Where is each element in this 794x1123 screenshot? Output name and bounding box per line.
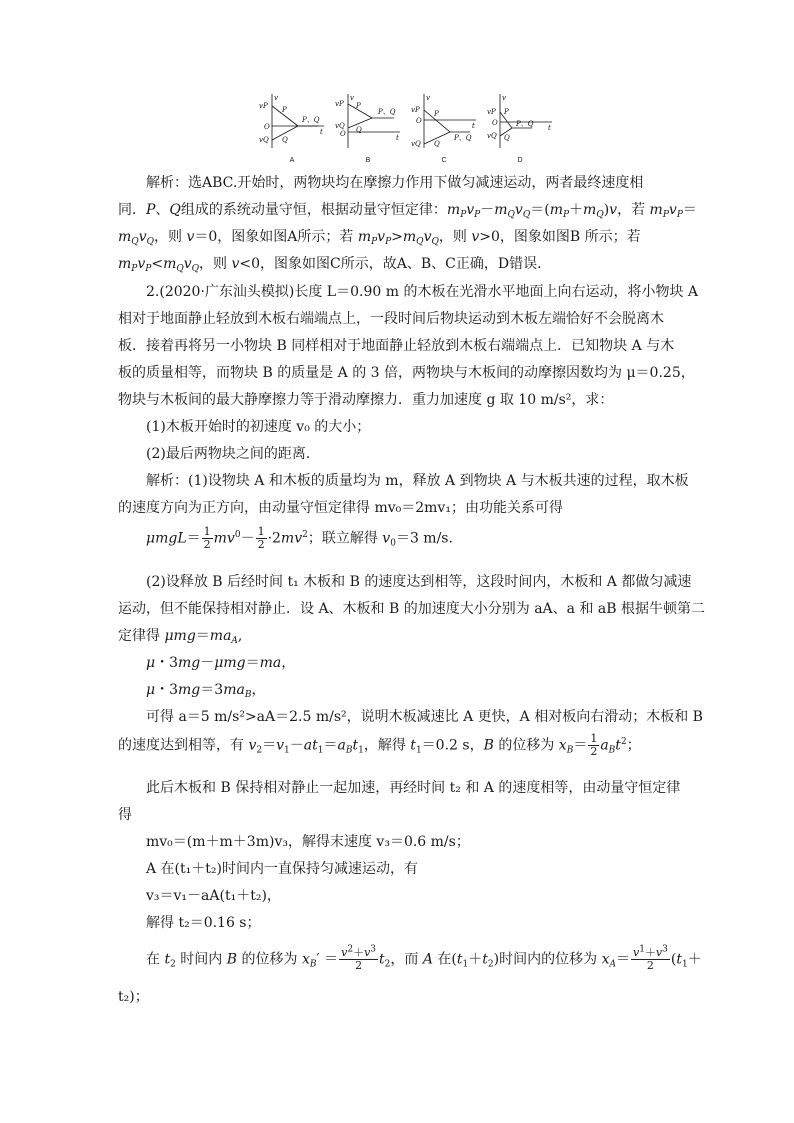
question-2: (2)最后两物块之间的距离． — [146, 446, 320, 462]
figure-d-graph — [486, 92, 554, 152]
solution-t2: 解得 t₂＝0.16 s； — [146, 915, 261, 931]
newton-eq-1: 定律得 $\mu mg=ma_A$, — [118, 628, 243, 646]
q-label: Q — [434, 140, 440, 148]
pq-label: P、Q — [302, 116, 320, 124]
vq-label: vQ — [335, 122, 345, 130]
vp-label: vP — [259, 102, 268, 110]
axis-v-label: v — [350, 94, 354, 102]
p-label: P — [434, 110, 439, 118]
figure-a — [258, 92, 326, 164]
axis-t-label: t — [396, 134, 399, 142]
figure-c-caption: C — [441, 157, 447, 164]
origin-label: O — [340, 130, 346, 138]
q-label: Q — [282, 136, 288, 144]
solution-2-line-11: 此后木板和 B 保持相对静止一起加速，再经时间 t₂ 和 A 的速度相等，由动量守恒定律 — [146, 780, 681, 796]
p-label: P — [356, 102, 361, 110]
solution-1-line-3: $m_Qv_Q$，则 v＝0，图象如图A所示；若 $m_Pv_P>m_Qv_Q$，则 v>0，图象如图B 所示；若 — [118, 229, 641, 247]
axis-v-label: v — [274, 94, 278, 102]
solution-2-line-2: 的速度方向为正方向，由动量守恒定律得 mv₀＝2mv₁；由功能关系可得 — [118, 500, 563, 516]
vq-label: vQ — [487, 132, 497, 140]
figure-a-caption: A — [289, 157, 295, 164]
solution-1-line-1: 解析：选ABC.开始时，两物块均在摩擦力作用下做匀减速运动，两者最终速度相 — [146, 175, 644, 191]
axis-v-label: v — [502, 94, 506, 102]
problem-2-line-2: 相对于地面静止轻放到木板右端端点上，一段时间后物块运动到木板左端恰好不会脱离木 — [118, 311, 664, 327]
solution-1-line-2: 同．P、Q组成的系统动量守恒，根据动量守恒定律：$m_Pv_P-m_Qv_Q=(m_P+m_Q)v$，若 $m_Pv_P=$ — [118, 202, 697, 220]
figure-a-graph — [258, 92, 326, 152]
origin-label: O — [492, 119, 498, 127]
solution-2-line-4: (2)设释放 B 后经时间 t₁ 木板和 B 的速度达到相等，这段时间内，木板和 A 都做匀减速 — [146, 574, 692, 590]
solution-2-line-10: 的速度达到相等，有 $v_2=v_1-at_1=a_Bt_1$，解得 $t_1=0.2$ s，B 的位移为 $x_B=$ $\frac{1}{2}$ $a_Bt^2$； — [118, 732, 641, 758]
figure-c-graph — [410, 92, 478, 152]
solution-2-line-9: 可得 a＝5 m/s²>aA＝2.5 m/s²，说明木板减速比 A 更快，A 相对板向右滑动；木板和 B — [146, 709, 703, 725]
problem-2-line-5: 物块与木板间的最大静摩擦力等于滑动摩擦力．重力加速度 g 取 10 m/s²，求： — [118, 392, 614, 408]
problem-2-line-1: 2.(2020·广东汕头模拟)长度 L＝0.90 m 的木板在光滑水平地面上向右运动，将小物块 A — [146, 284, 699, 300]
figure-c — [410, 92, 478, 164]
p-label: P — [282, 106, 287, 114]
p-label: P — [504, 108, 509, 116]
pq-label: P、Q — [454, 134, 472, 142]
pq-label: P、Q — [378, 108, 396, 116]
q-label: Q — [504, 134, 510, 142]
vq-label: vQ — [411, 140, 421, 148]
vp-label: vP — [487, 108, 496, 116]
velocity-eq: v₃＝v₁－aA(t₁＋t₂)， — [146, 888, 281, 904]
solution-2-line-1: 解析：(1)设物块 A 和木板的质量均为 m，释放 A 到物块 A 与木板共速的过程，取木板 — [146, 473, 689, 489]
figure-b — [334, 92, 402, 164]
axis-t-label: t — [320, 128, 323, 136]
figure-b-graph — [334, 92, 402, 152]
velocity-time-figures — [258, 92, 551, 164]
axis-t-label: t — [472, 122, 475, 130]
origin-label: O — [264, 123, 270, 131]
vp-label: vP — [411, 106, 420, 114]
energy-equation: μmgL＝ $\frac{1}{2}$ $mv^0-$ $\frac{1}{2}$ $\cdot 2mv^2$；联立解得 $v_0=3$ m/s. — [146, 525, 453, 551]
figure-d — [486, 92, 554, 164]
vp-label: vP — [335, 100, 344, 108]
question-1: (1)木板开始时的初速度 v₀ 的大小； — [146, 419, 371, 435]
axis-v-label: v — [426, 94, 430, 102]
axis-t-label: t — [548, 124, 551, 132]
momentum-eq-final: mv₀＝(m＋m＋3m)v₃，解得末速度 v₃＝0.6 m/s； — [146, 834, 470, 850]
vq-label: vQ — [259, 136, 269, 144]
solution-2-line-14: A 在(t₁＋t₂)时间内一直保持匀减速运动，有 — [146, 861, 418, 877]
newton-eq-2: μ・3mg－μmg＝ma， — [146, 655, 296, 671]
newton-eq-3: μ・$3mg=3ma_B$， — [146, 682, 266, 700]
origin-label: O — [416, 117, 422, 125]
problem-2-line-3: 板．接着再将另一小物块 B 同样相对于地面静止轻放到木板右端端点上．已知物块 A 与木 — [118, 338, 675, 354]
q-label: Q — [356, 126, 362, 134]
solution-1-line-4: $m_Pv_P<m_Qv_Q$，则 v<0，图象如图C所示，故A、B、C正确，D错误． — [118, 256, 552, 274]
figure-b-caption: B — [365, 157, 371, 164]
displacement-line-end: t₂)； — [118, 989, 149, 1005]
figure-d-caption: D — [517, 157, 523, 164]
solution-2-line-5: 运动，但不能保持相对静止．设 A、木板和 B 的加速度大小分别为 aA、a 和 aB 根据牛顿第二 — [118, 601, 705, 617]
pq-label: P、Q — [516, 120, 534, 128]
solution-2-line-12: 得 — [118, 807, 132, 823]
problem-2-line-4: 板的质量相等，而物块 B 的质量是 A 的 3 倍，两物块与木板间的动摩擦因数均为 μ＝0.25， — [118, 365, 695, 381]
displacement-line: 在 $t_2$ 时间内 B 的位移为 $x_B'$ ＝ $\frac{v^2+v^3}{2}$ $t_2$，而 A 在$(t_1+t_2)$时间内的位移为 $x_A=$ $\frac{v^1+v^3}{2}$ ($t_1+$ — [146, 944, 702, 972]
